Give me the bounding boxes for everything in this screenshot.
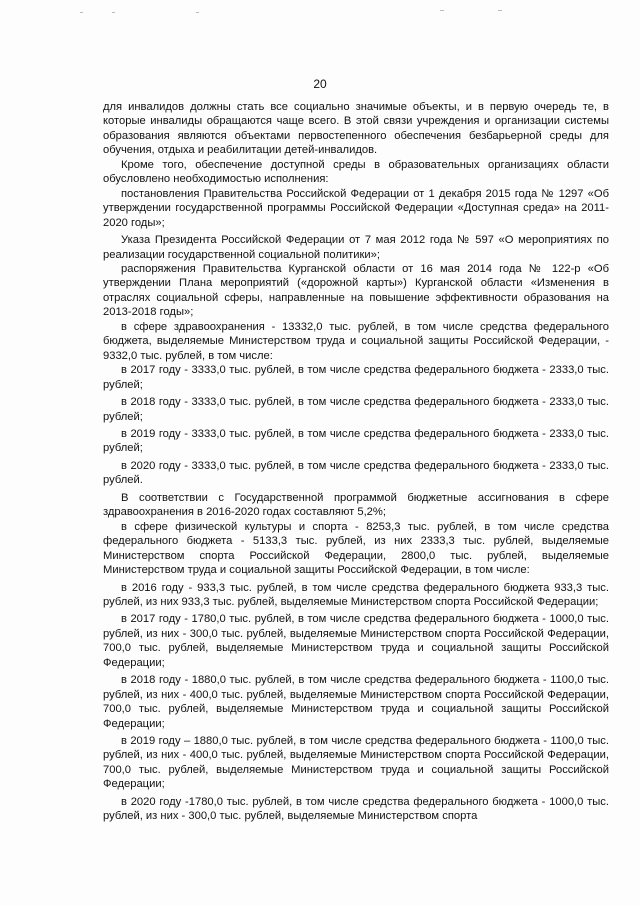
paragraph: распоряжения Правительства Курганской области от 16 мая 2014 года № 122-р «Об утверждении Плана мероприятий («дорожной карты») Курганской области «Изменения в отраслях социальной сферы, направленные на повышение эффективности образования на 2013-2018 годы»;: [103, 262, 609, 319]
scan-artifact: [80, 12, 83, 13]
paragraph: в 2017 году - 3333,0 тыс. рублей, в том числе средства федерального бюджета - 2333,0 тыс. рублей;: [103, 364, 609, 391]
paragraph: в 2019 году - 3333,0 тыс. рублей, в том числе средства федерального бюджета - 2333,0 тыс. рублей;: [103, 427, 609, 455]
paragraph: в 2017 году - 1780,0 тыс. рублей, в том числе средства федерального бюджета - 1000,0 тыс. рублей, из них - 300,0 тыс. рублей, выделяемые Министерством спорта Российской Федерации, 700,0 тыс. рублей, выделяемые Министерством труда и социальной защиты Российской Федерации;: [103, 613, 609, 669]
paragraph: в 2016 году - 933,3 тыс. рублей, в том числе средства федерального бюджета 933,3 тыс. рублей, из них 933,3 тыс. рублей, выделяемые Министерством спорта Российской Федерации;: [103, 581, 609, 608]
scan-artifact: [440, 10, 444, 11]
scan-artifact: [112, 12, 115, 13]
paragraph: Кроме того, обеспечение доступной среды в образовательных организациях области обусловлено необходимостью исполнения:: [103, 158, 609, 186]
paragraph: в 2018 году - 1880,0 тыс. рублей, в том числе средства федерального бюджета - 1100,0 тыс. рублей, из них - 400,0 тыс. рублей, выделяемые Министерством спорта Российской Федерации, 700,0 тыс. рублей, выделяемые Министерством труда и социальной защиты Российской Федерации;: [103, 674, 609, 730]
paragraph: Указа Президента Российской Федерации от 7 мая 2012 года № 597 «О мероприятиях по реализации государственной социальной политики»;: [103, 234, 609, 261]
paragraph: в 2019 году – 1880,0 тыс. рублей, в том числе средства федерального бюджета - 1100,0 тыс. рублей, из них - 400,0 тыс. рублей, выделяемые Министерством спорта Российской Федерации, 700,0 тыс. рублей, выделяемые Министерством труда и социальной защиты Российской Федерации;: [103, 735, 609, 791]
paragraph: постановления Правительства Российской Федерации от 1 декабря 2015 года № 1297 «Об утверждении государственной программы Российской Федерации «Доступная среда» на 2011-2020 годы»;: [103, 187, 609, 229]
paragraph: для инвалидов должны стать все социально значимые объекты, и в первую очередь те, в которые инвалиды обращаются чаще всего. В этой связи учреждения и организации системы образования являются объектами первостепенного обеспечения безбарьерной среды для обучения, отдыха и реабилитации детей-инвалидов.: [103, 101, 609, 157]
paragraph: В соответствии с Государственной программой бюджетные ассигнования в сфере здравоохранения в 2016-2020 годах составляют 5,2%;: [103, 491, 609, 519]
scan-artifact: [498, 10, 502, 11]
paragraph: в 2020 году - 3333,0 тыс. рублей, в том числе средства федерального бюджета - 2333,0 тыс. рублей.: [103, 459, 609, 487]
scan-artifact: [196, 12, 199, 13]
document-body: [103, 100, 609, 824]
paragraph: в сфере здравоохранения - 13332,0 тыс. рублей, в том числе средства федерального бюджета, выделяемые Министерством труда и социальной защиты Российской Федерации, - 9332,0 тыс. рублей, в том числе:: [103, 320, 609, 362]
paragraph: в 2020 году -1780,0 тыс. рублей, в том числе средства федерального бюджета - 1000,0 тыс. рублей, из них - 300,0 тыс. рублей, выделяемые Министерством спорта: [103, 795, 609, 823]
paragraph: в 2018 году - 3333,0 тыс. рублей, в том числе средства федерального бюджета - 2333,0 тыс. рублей;: [103, 396, 609, 423]
paragraph: в сфере физической культуры и спорта - 8253,3 тыс. рублей, в том числе средства федерального бюджета - 5133,3 тыс. рублей, из них 2333,3 тыс. рублей, выделяемые Министерством спорта Российской Федерации, 2800,0 тыс. рублей, выделяемые Министерством труда и социальной защиты Российской Федерации, в том числе:: [103, 520, 609, 577]
page-number: 20: [313, 77, 327, 91]
